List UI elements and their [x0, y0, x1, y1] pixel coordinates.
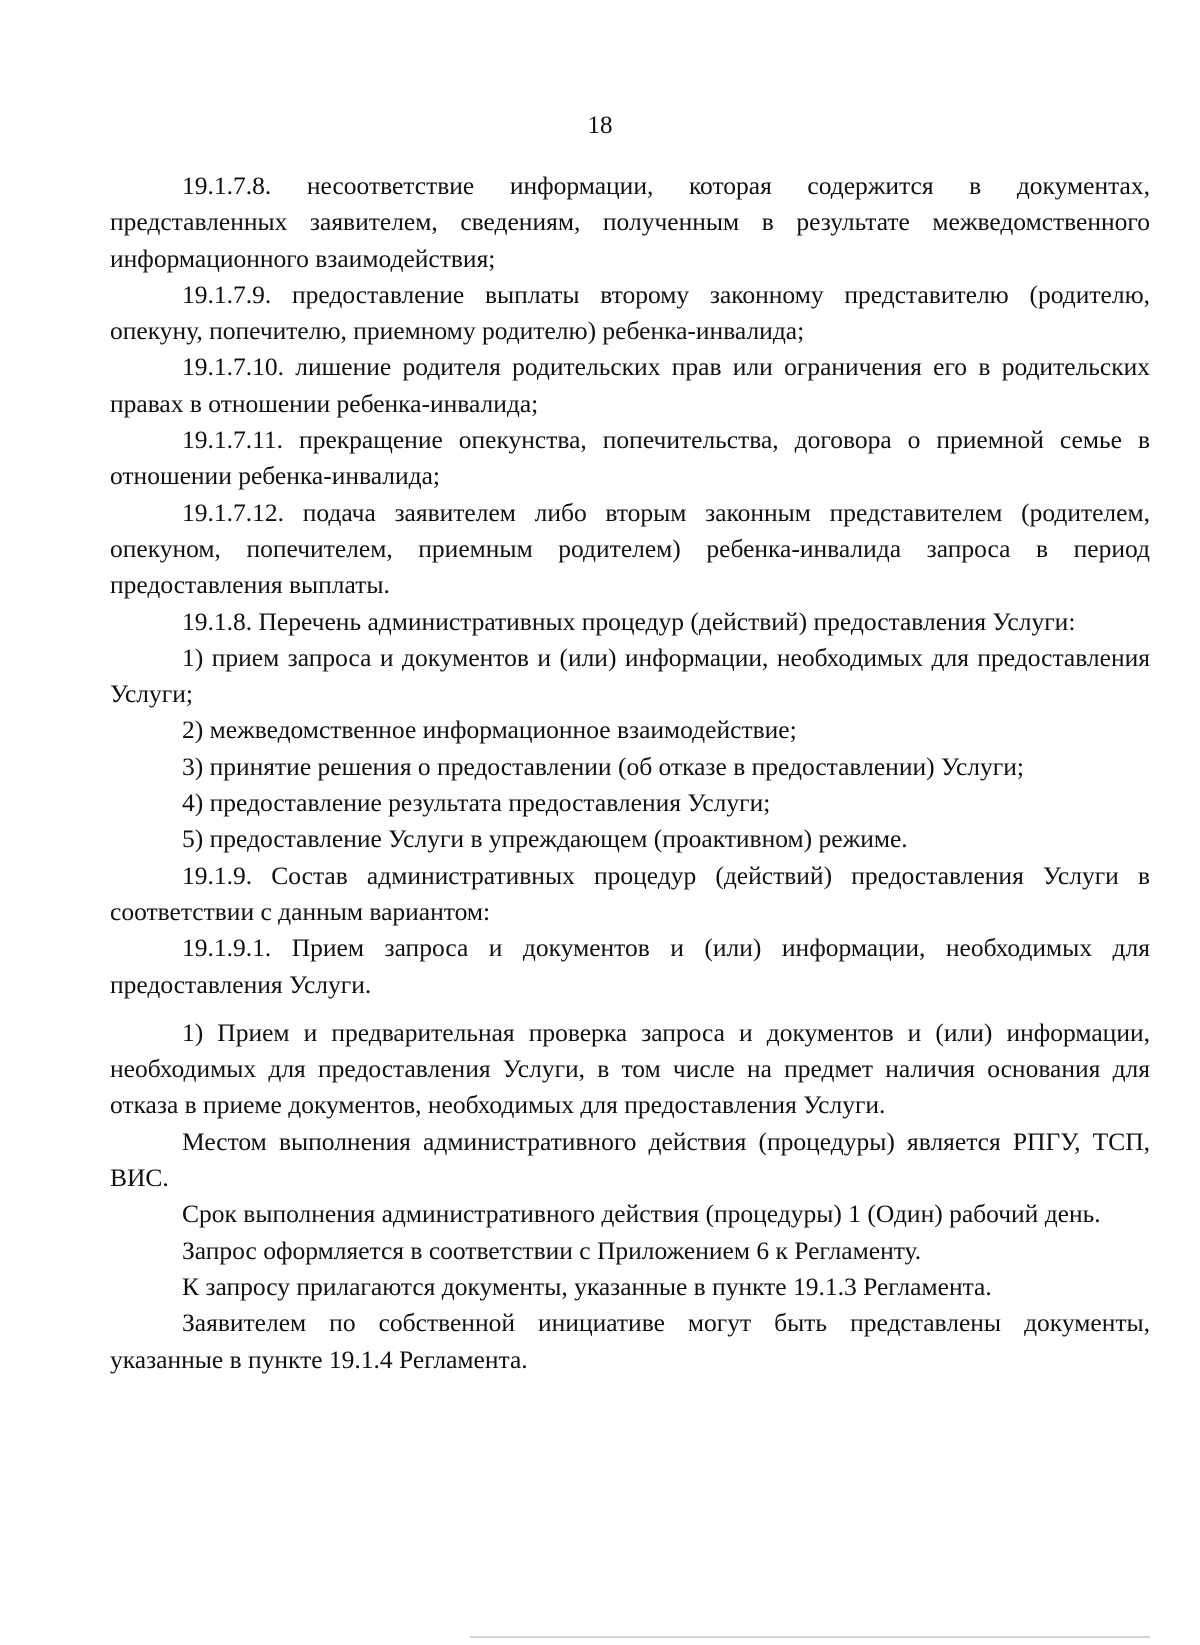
paragraph-19-1-8: 19.1.8. Перечень административных процедур (действий) предоставления Услуги: — [182, 606, 1076, 636]
paragraph-19-1-7-8: 19.1.7.8. несоответствие информации, которая содержится в документах, представленных заявителем, сведениям, полученным в результате межведомственного информационного взаимодействия; — [110, 171, 1150, 273]
request-form-note: Запрос оформляется в соответствии с Приложением 6 к Регламенту. — [182, 1235, 922, 1265]
paragraph-19-1-7-12: 19.1.7.12. подача заявителем либо вторым законным представителем (родителем, опекуном, попечителем, приемным родителем) ребенка-инвалида запроса в период предоставления выплаты. — [110, 497, 1150, 600]
list-item-4: 4) предоставление результата предоставления Услуги; — [182, 788, 771, 818]
procedure-location: Местом выполнения административного действия (процедуры) является РПГУ, ТСП, ВИС. — [110, 1126, 1150, 1193]
paragraph-19-1-9: 19.1.9. Состав административных процедур (действий) предоставления Услуги в соответствии с данным вариантом: — [110, 860, 1150, 926]
paragraph-19-1-7-10: 19.1.7.10. лишение родителя родительских прав или ограничения его в родительских правах в отношении ребенка-инвалида; — [110, 352, 1150, 418]
paragraph-19-1-7-9: 19.1.7.9. предоставление выплаты второму законному представителю (родителю, опекуну, попечителю, приемному родителю) ребенка-инвалида; — [110, 279, 1150, 346]
paragraph-19-1-9-1: 19.1.9.1. Прием запроса и документов и (или) информации, необходимых для предоставления Услуги. — [110, 933, 1150, 999]
page-number: 18 — [587, 112, 613, 139]
procedure-deadline: Срок выполнения административного действия (процедуры) 1 (Один) рабочий день. — [182, 1199, 1101, 1229]
list-item-3: 3) принятие решения о предоставлении (об отказе в предоставлении) Услуги; — [182, 751, 1024, 781]
optional-documents-note: Заявителем по собственной инициативе могут быть представлены документы, указанные в пункте 19.1.4 Регламента. — [110, 1308, 1150, 1374]
paragraph-19-1-7-11: 19.1.7.11. прекращение опекунства, попечительства, договора о приемной семье в отношении ребенка-инвалида; — [110, 425, 1150, 491]
bottom-divider — [470, 1636, 1150, 1638]
list-item-5: 5) предоставление Услуги в упреждающем (проактивном) режиме. — [182, 824, 908, 854]
procedure-step-1: 1) Прием и предварительная проверка запроса и документов и (или) информации, необходимых для предоставления Услуги, в том числе на предмет наличия основания для отказа в приеме документов, необходимых для предоставления Услуги. — [110, 1017, 1150, 1120]
list-item-2: 2) межведомственное информационное взаимодействие; — [182, 715, 797, 745]
document-body — [110, 168, 1150, 1378]
attached-documents-note: К запросу прилагаются документы, указанные в пункте 19.1.3 Регламента. — [182, 1271, 992, 1301]
list-item-1: 1) прием запроса и документов и (или) информации, необходимых для предоставления Услуги; — [110, 642, 1150, 709]
